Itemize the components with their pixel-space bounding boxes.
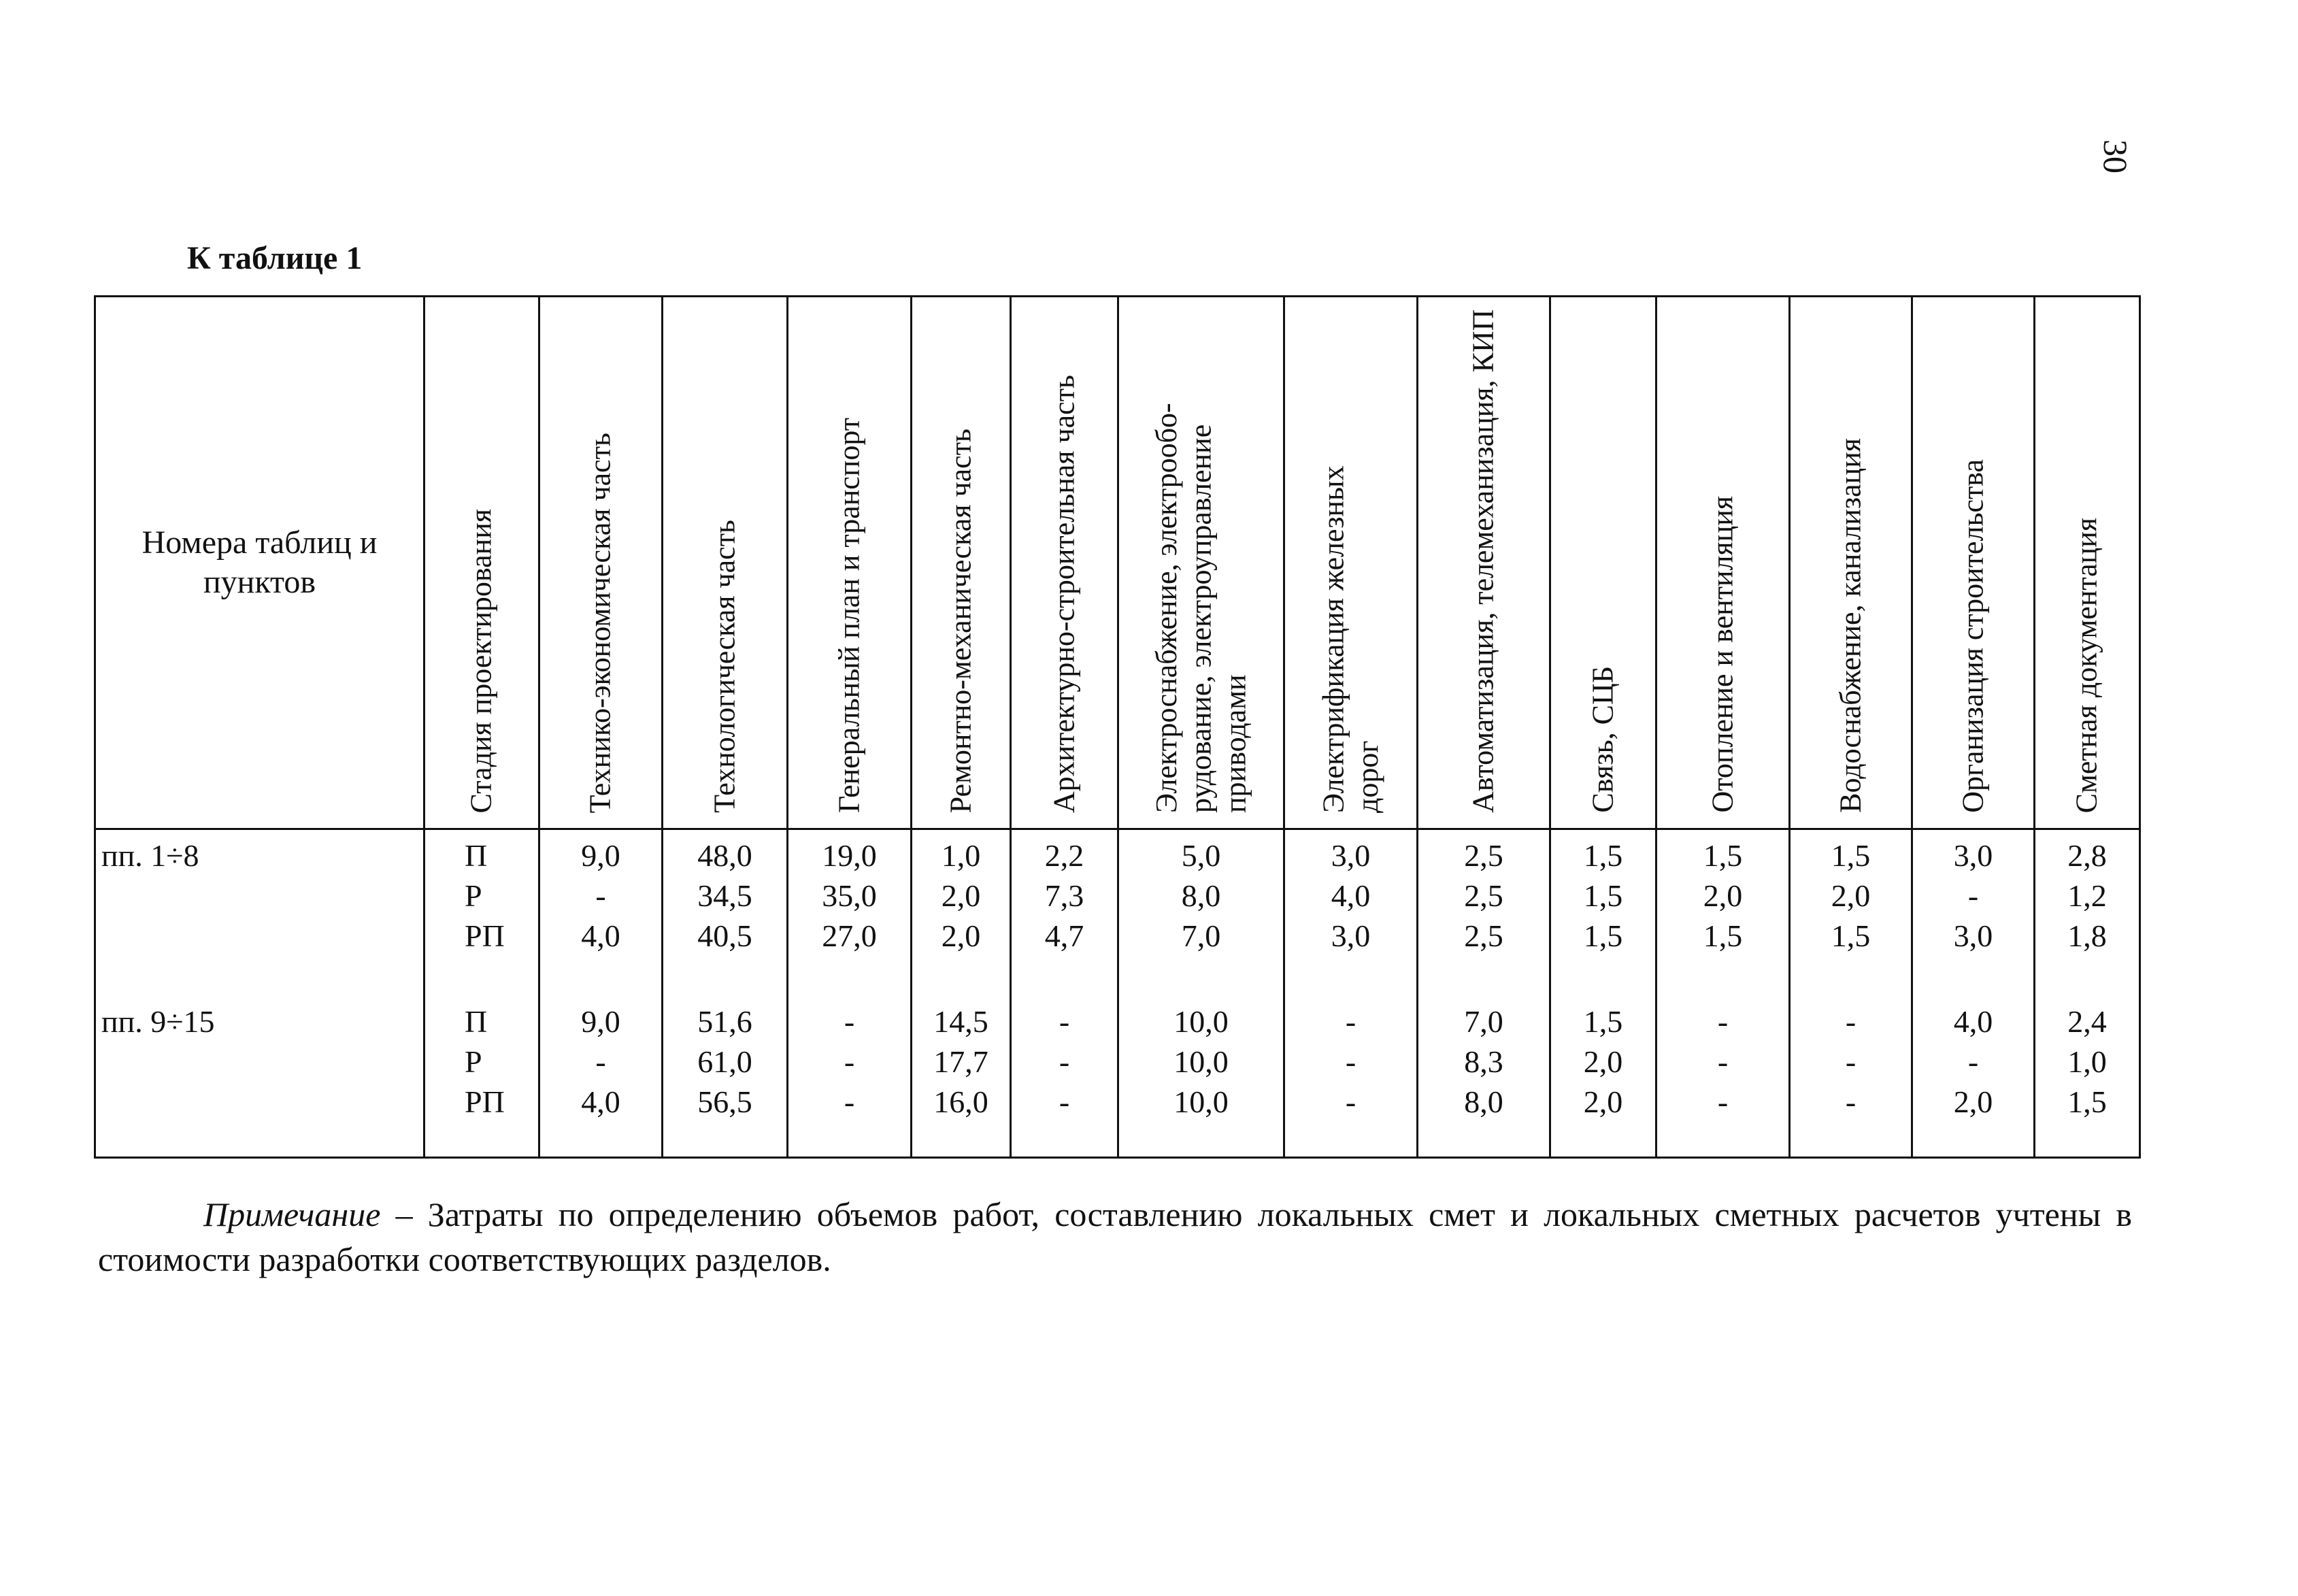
table-note	[98, 1192, 2132, 1282]
column-header-communication: Связь, СЦБ	[1550, 297, 1656, 829]
column-header-architectural: Архитектурно-строительная часть	[1011, 297, 1118, 829]
column-header-construction-organization: Организация строительства	[1912, 297, 2035, 829]
value-cell: 19,0 35,0 27,0 - - -	[788, 829, 912, 1158]
value-cell: 1,5 2,0 1,5 - - -	[1790, 829, 1912, 1158]
column-header-table-numbers: Номера таблиц и пунктов	[95, 297, 424, 829]
table-numbers-cell	[95, 829, 424, 1158]
column-header-repair-mechanical: Ремонтно-механическая часть	[912, 297, 1011, 829]
value-cell: 2,5 2,5 2,5 7,0 8,3 8,0	[1418, 829, 1550, 1158]
header-row	[95, 297, 2140, 829]
value-cell: 5,0 8,0 7,0 10,0 10,0 10,0	[1118, 829, 1284, 1158]
note-label: Примечание	[203, 1195, 381, 1233]
value-cell: 1,5 2,0 1,5 - - -	[1656, 829, 1790, 1158]
value-cell: 1,5 1,5 1,5 1,5 2,0 2,0	[1550, 829, 1656, 1158]
page-number: 30	[2097, 139, 2135, 173]
column-header-water-sewage: Водоснабжение, канализация	[1790, 297, 1912, 829]
value-cell: 2,2 7,3 4,7 - - -	[1011, 829, 1118, 1158]
table-caption: К таблице 1	[187, 240, 363, 276]
column-header-heating-ventilation: Отопление и вентиляция	[1656, 297, 1790, 829]
column-header-power-supply: Электроснабжение, электрообо-рудование, электроуправление приводами	[1118, 297, 1284, 829]
column-header-technical-economic: Технико-экономическая часть	[539, 297, 663, 829]
column-header-design-stage: Стадия проектирования	[424, 297, 539, 829]
value-cell: 9,0 - 4,0 9,0 - 4,0	[539, 829, 663, 1158]
value-cell: 3,0 4,0 3,0 - - -	[1284, 829, 1418, 1158]
column-header-technological: Технологическая часть	[663, 297, 788, 829]
value-cell: 1,0 2,0 2,0 14,5 17,7 16,0	[912, 829, 1011, 1158]
value-cell: П Р РП П Р РП	[424, 829, 539, 1158]
value-cell: 3,0 - 3,0 4,0 - 2,0	[1912, 829, 2035, 1158]
body-row	[95, 829, 2140, 1158]
value-cell: 2,8 1,2 1,8 2,4 1,0 1,5	[2035, 829, 2140, 1158]
column-header-general-plan: Генеральный план и транспорт	[788, 297, 912, 829]
column-header-railway-electrification: Электрификация железных дорог	[1284, 297, 1418, 829]
column-header-estimate-documentation: Сметная документация	[2035, 297, 2140, 829]
cost-distribution-table	[94, 295, 2141, 1159]
group-label: пп. 1÷8	[101, 838, 199, 873]
value-cell: 48,0 34,5 40,5 51,6 61,0 56,5	[663, 829, 788, 1158]
column-header-automation: Автоматизация, телемеханизация, КИП	[1418, 297, 1550, 829]
group-label: пп. 9÷15	[101, 1004, 215, 1039]
note-text: – Затраты по определению объемов работ, составлению локальных смет и локальных сметных расчетов учтены в стоимости разработки соответствующих разделов.	[98, 1195, 2132, 1278]
